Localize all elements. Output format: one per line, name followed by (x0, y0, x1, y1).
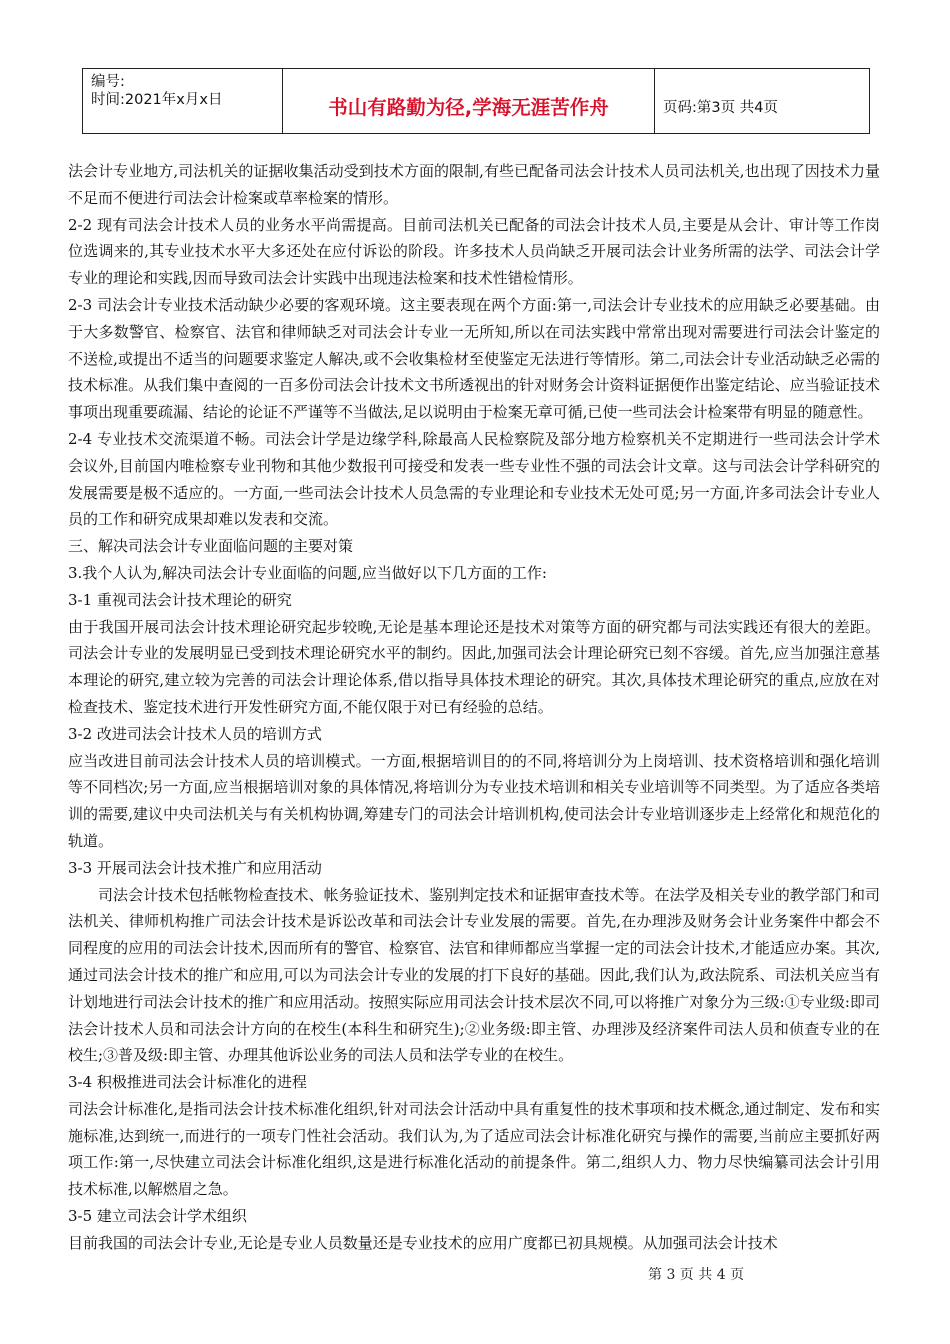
paragraph: 3-4 积极推进司法会计标准化的进程 (68, 1073, 307, 1092)
paragraph: 3-3 开展司法会计技术推广和应用活动 (68, 858, 322, 877)
paragraph: 3.我个人认为,解决司法会计专业面临的问题,应当做好以下几方面的工作: (68, 563, 547, 582)
paragraph: 法会计专业地方,司法机关的证据收集活动受到技术方面的限制,有些已配备司法会计技术人员司法机关,也出现了因技术力量不足而不便进行司法会计检案或草率检案的情形。 (68, 162, 880, 207)
paragraph: 三、解决司法会计专业面临问题的主要对策 (68, 537, 354, 556)
paragraph: 司法会计技术包括帐物检查技术、帐务验证技术、鉴别判定技术和证据审查技术等。在法学及相关专业的教学部门和司法机关、律师机构推广司法会计技术是诉讼改革和司法会计专业发展的需要。首先,在办理涉及财务会计业务案件中都会不同程度的应用的司法会计技术,因而所有的警官、检察官、法官和律师都应当掌握一定的司法会计技术,才能适应办案。其次,通过司法会计技术的推广和应用,可以为司法会计专业的发展的打下良好的基础。因此,我们认为,政法院系、司法机关应当有计划地进行司法会计技术的推广和应用活动。按照实际应用司法会计技术层次不同,可以将推广对象分为三级:①专业级:即司法会计技术人员和司法会计方向的在校生(本科生和研究生);②业务级:即主管、办理涉及经济案件司法人员和侦查专业的在校生;③普及级:即主管、办理其他诉讼业务的司法人员和法学专业的在校生。 (68, 885, 880, 1065)
paragraph: 2-4 专业技术交流渠道不畅。司法会计学是边缘学科,除最高人民检察院及部分地方检察机关不定期进行一些司法会计学术会议外,目前国内唯检察专业刊物和其他少数报刊可接受和发表一些专业性不强的司法会计文章。这与司法会计学科研究的发展需要是极不适应的。一方面,一些司法会计技术人员急需的专业理论和专业技术无处可觅;另一方面,许多司法会计专业人员的工作和研究成果却难以发表和交流。 (68, 429, 880, 529)
document-number: 编号: (91, 74, 125, 90)
paragraph: 目前我国的司法会计专业,无论是专业人员数量还是专业技术的应用广度都已初具规模。从加强司法会计技术 (68, 1233, 778, 1252)
header-info-cell (83, 69, 283, 133)
paragraph: 3-5 建立司法会计学术组织 (68, 1207, 247, 1226)
page-header (82, 68, 870, 134)
paragraph: 3-2 改进司法会计技术人员的培训方式 (68, 724, 322, 743)
paragraph: 应当改进目前司法会计技术人员的培训模式。一方面,根据培训目的的不同,将培训分为上岗培训、技术资格培训和强化培训等不同档次;另一方面,应当根据培训对象的具体情况,将培训分为专业技术培训和相关专业培训等不同类型。为了适应各类培训的需要,建议中央司法机关与有关机构协调,筹建专门的司法会计培训机构,使司法会计专业培训逐步走上经常化和规范化的轨道。 (68, 751, 880, 850)
document-time: 时间:2021年x月x日 (91, 92, 223, 108)
paragraph: 2-2 现有司法会计技术人员的业务水平尚需提高。目前司法机关已配备的司法会计技术人员,主要是从会计、审计等工作岗位选调来的,其专业技术水平大多还处在应付诉讼的阶段。许多技术人员尚缺乏开展司法会计业务所需的法学、司法会计学专业的理论和实践,因而导致司法会计实践中出现违法检案和技术性错检情形。 (68, 215, 880, 288)
header-motto: 书山有路勤为径,学海无涯苦作舟 (283, 69, 655, 133)
paragraph: 司法会计标准化,是指司法会计技术标准化组织,针对司法会计活动中具有重复性的技术事项和技术概念,通过制定、发布和实施标准,达到统一,而进行的一项专门性社会活动。我们认为,为了适应司法会计标准化研究与操作的需要,当前应主要抓好两项工作:第一,尽快建立司法会计标准化组织,这是进行标准化活动的前提条件。第二,组织人力、物力尽快编纂司法会计引用技术标准,以解燃眉之急。 (68, 1099, 880, 1199)
paragraph: 3-1 重视司法会计技术理论的研究 (68, 590, 292, 609)
header-page-number: 页码:第3页 共4页 (663, 99, 778, 116)
paragraph: 2-3 司法会计专业技术活动缺少必要的客观环境。这主要表现在两个方面:第一,司法会计专业技术的应用缺乏必要基础。由于大多数警官、检察官、法官和律师缺乏对司法会计专业一无所知,所以在司法实践中常常出现对需要进行司法会计鉴定的不送检,或提出不适当的问题要求鉴定人解决,或不会收集检材至使鉴定无法进行等情形。第二,司法会计专业活动缺乏必需的技术标准。从我们集中查阅的一百多份司法会计技术文书所透视出的针对财务会计资料证据便作出鉴定结论、应当验证技术事项出现重要疏漏、结论的论证不严谨等不当做法,足以说明由于检案无章可循,已使一些司法会计检案带有明显的随意性。 (68, 295, 880, 422)
paragraph: 由于我国开展司法会计技术理论研究起步较晚,无论是基本理论还是技术对策等方面的研究都与司法实践还有很大的差距。司法会计专业的发展明显已受到技术理论研究水平的制约。因此,加强司法会计理论研究已刻不容缓。首先,应当加强注意基本理论的研究,建立较为完善的司法会计理论体系,借以指导具体技术理论的研究。其次,具体技术理论研究的重点,应放在对检查技术、鉴定技术进行开发性研究方面,不能仅限于对已有经验的总结。 (68, 617, 880, 716)
document-body (68, 158, 880, 1257)
page-footer: 第 3 页 共 4 页 (648, 1267, 745, 1283)
